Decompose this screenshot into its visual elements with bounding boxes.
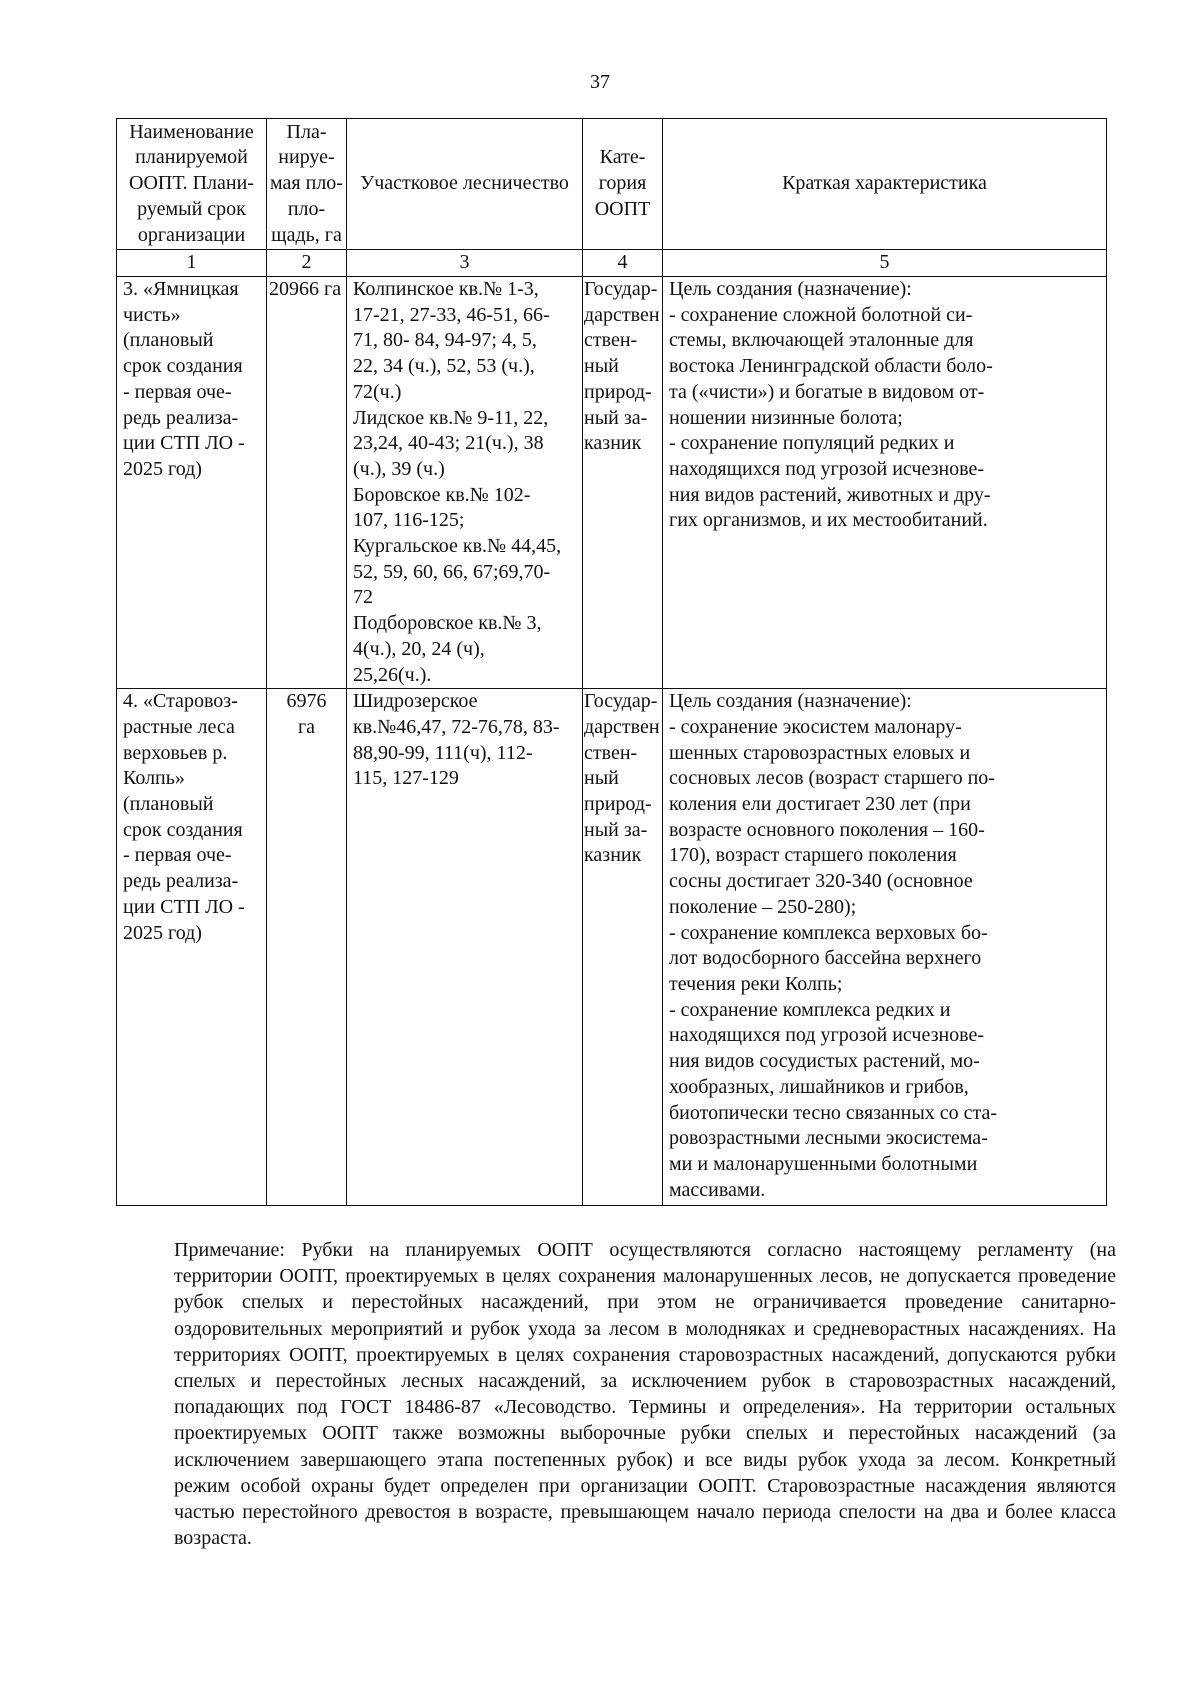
header-forestry: Участковое лесничество	[347, 119, 583, 250]
cell-description: Цель создания (назначение): - сохранение сложной болотной си- стемы, включающей эталонные для востока Ленинградской области боло- та («чисти») и богатые в видовом от- ношении низинные болота; - сохранение популяций редких и находящихся под угрозой исчезнове- ния видов растений, животных и дру- гих организмов, и их местообитаний.	[663, 277, 1107, 689]
cell-name: 4. «Старовоз- растные леса верховьев р. Колпь» (плановый срок создания - первая оче- редь реализа- ции СТП ЛО - 2025 год)	[117, 689, 267, 1206]
header-name: Наименование планируемой ООПТ. Плани- руемый срок организации	[117, 119, 267, 250]
column-number: 5	[663, 250, 1107, 277]
cell-area: 6976 га	[267, 689, 347, 1206]
column-number: 2	[267, 250, 347, 277]
header-description: Краткая характеристика	[663, 119, 1107, 250]
cell-name: 3. «Ямницкая чисть» (плановый срок создания - первая оче- редь реализа- ции СТП ЛО - 2025 год)	[117, 277, 267, 689]
header-category: Кате- гория ООПТ	[583, 119, 663, 250]
cell-forestry: Шидрозерское кв.№46,47, 72-76,78, 83- 88,90-99, 111(ч), 112- 115, 127-129	[347, 689, 583, 1206]
cell-category: Государ- дарствен ствен- ный природ- ный за- казник	[583, 277, 663, 689]
column-number-row	[117, 250, 1107, 277]
cell-area: 20966 га	[267, 277, 347, 689]
cell-forestry: Колпинское кв.№ 1-3, 17-21, 27-33, 46-51, 66- 71, 80- 84, 94-97; 4, 5, 22, 34 (ч.), 52, 53 (ч.), 72(ч.) Лидское кв.№ 9-11, 22, 23,24, 40-43; 21(ч.), 38 (ч.), 39 (ч.) Боровское кв.№ 102- 107, 116-125; Кургальское кв.№ 44,45, 52, 59, 60, 66, 67;69,70- 72 Подборовское кв.№ 3, 4(ч.), 20, 24 (ч), 25,26(ч.).	[347, 277, 583, 689]
table-row	[117, 689, 1107, 1206]
header-area: Пла- нируе- мая пло- пло- щадь, га	[267, 119, 347, 250]
table-row	[117, 277, 1107, 689]
cell-description: Цель создания (назначение): - сохранение экосистем малонару- шенных старовозрастных еловых и сосновых лесов (возраст старшего по- коления ели достигает 230 лет (при возрасте основного поколения – 160- 170), возраст старшего поколения сосны достигает 320-340 (основное поколение – 250-280); - сохранение комплекса верховых бо- лот водосборного бассейна верхнего течения реки Колпь; - сохранение комплекса редких и находящихся под угрозой исчезнове- ния видов сосудистых растений, мо- хообразных, лишайников и грибов, биотопически тесно связанных со ста- ровозрастными лесными экосистема- ми и малонарушенными болотными массивами.	[663, 689, 1107, 1206]
column-number: 3	[347, 250, 583, 277]
table-header-row	[117, 119, 1107, 250]
cell-category: Государ- дарствен ствен- ный природ- ный за- казник	[583, 689, 663, 1206]
oopt-table	[116, 118, 1107, 1206]
column-number: 1	[117, 250, 267, 277]
note-paragraph: Примечание: Рубки на планируемых ООПТ осуществляются согласно настоящему регламенту (на территории ООПТ, проектируемых в целях сохранения малонарушенных лесов, не допускается проведение рубок спелых и перестойных насаждений, при этом не ограничивается проведение санитарно-оздоровительных мероприятий и рубок ухода за лесом в молодняках и средневорастных насаждениях. На территориях ООПТ, проектируемых в целях сохранения старовозрастных насаждений, допускаются рубки спелых и перестойных лесных насаждений, за исключением рубок в старовозрастных насаждений, попадающих под ГОСТ 18486-87 «Лесоводство. Термины и определения». На территории остальных проектируемых ООПТ также возможны выборочные рубки спелых и перестойных насаждений (за исключением завершающего этапа постепенных рубок) и все виды рубок ухода за лесом. Конкретный режим особой охраны будет определен при организации ООПТ. Старовозрастные насаждения являются частью перестойного древостоя в возрасте, превышающем начало периода спелости на два и более класса возраста.	[174, 1239, 1116, 1550]
column-number: 4	[583, 250, 663, 277]
page-number: 37	[590, 71, 610, 93]
